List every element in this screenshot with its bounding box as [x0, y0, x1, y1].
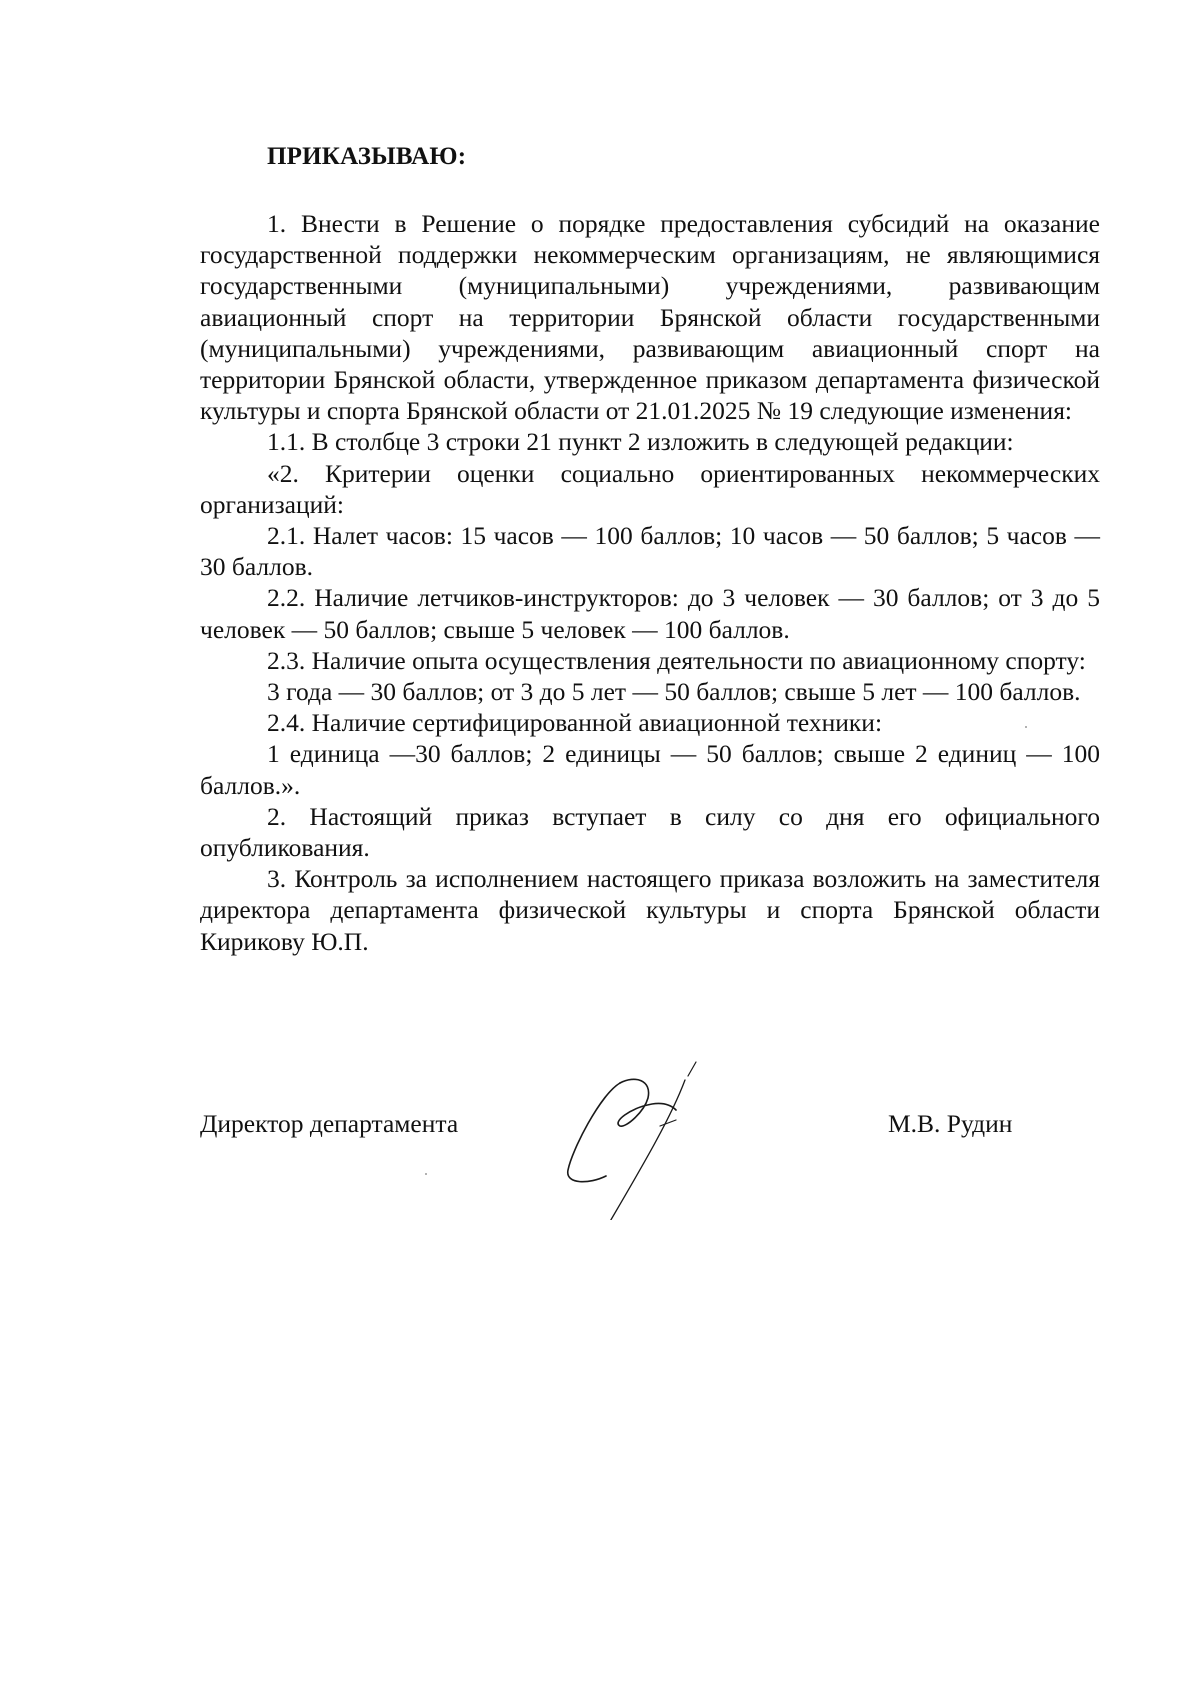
signatory-title: Директор департамента [200, 1109, 459, 1138]
document-heading: ПРИКАЗЫВАЮ: [267, 143, 467, 170]
paragraph-criterion-2-3: 2.3. Наличие опыта осуществления деятельности по авиационному спорту: [267, 645, 1086, 675]
paragraph-item-1: 1. Внести в Решение о порядке предоставления субсидий на оказание государственной поддержки некоммерческим организациям, не являющимися государственными (муниципальными) учреждениями, развивающим авиационный спорт на территории Брянской области государственными (муниципальными) учреждениями, развивающим авиационный спорт на территории Брянской области, утвержденное приказом департамента физической культуры и спорта Брянской области от 21.01.2025 № 19 следующие изменения: [200, 209, 1100, 426]
paragraph-criteria-intro: «2. Критерии оценки социально ориентированных некоммерческих организаций: [200, 458, 1100, 519]
paragraph-criterion-2-3-scores: 3 года — 30 баллов; от 3 до 5 лет — 50 баллов; свыше 5 лет — 100 баллов. [267, 677, 1081, 707]
paragraph-item-1-1: 1.1. В столбце 3 строки 21 пункт 2 изложить в следующей редакции: [267, 427, 1014, 457]
handwritten-signature [560, 1050, 750, 1220]
paragraph-criterion-2-2: 2.2. Наличие летчиков-инструкторов: до 3 человек — 30 баллов; от 3 до 5 человек — 50 баллов; свыше 5 человек — 100 баллов. [200, 583, 1100, 644]
document-body [200, 208, 1100, 957]
paragraph-item-3: 3. Контроль за исполнением настоящего приказа возложить на заместителя директора департамента физической культуры и спорта Брянской области Кирикову Ю.П. [200, 864, 1100, 956]
scan-speck [1025, 726, 1027, 728]
scan-speck [425, 1173, 427, 1175]
signatory-name: М.В. Рудин [888, 1109, 1013, 1138]
paragraph-item-2: 2. Настоящий приказ вступает в силу со дня его официального опубликования. [200, 801, 1100, 863]
paragraph-criterion-2-4-scores: 1 единица —30 баллов; 2 единицы — 50 баллов; свыше 2 единиц — 100 баллов.». [200, 739, 1100, 800]
paragraph-criterion-2-1: 2.1. Налет часов: 15 часов — 100 баллов; 10 часов — 50 баллов; 5 часов — 30 баллов. [200, 521, 1100, 582]
paragraph-criterion-2-4: 2.4. Наличие сертифицированной авиационной техники: [267, 708, 883, 738]
